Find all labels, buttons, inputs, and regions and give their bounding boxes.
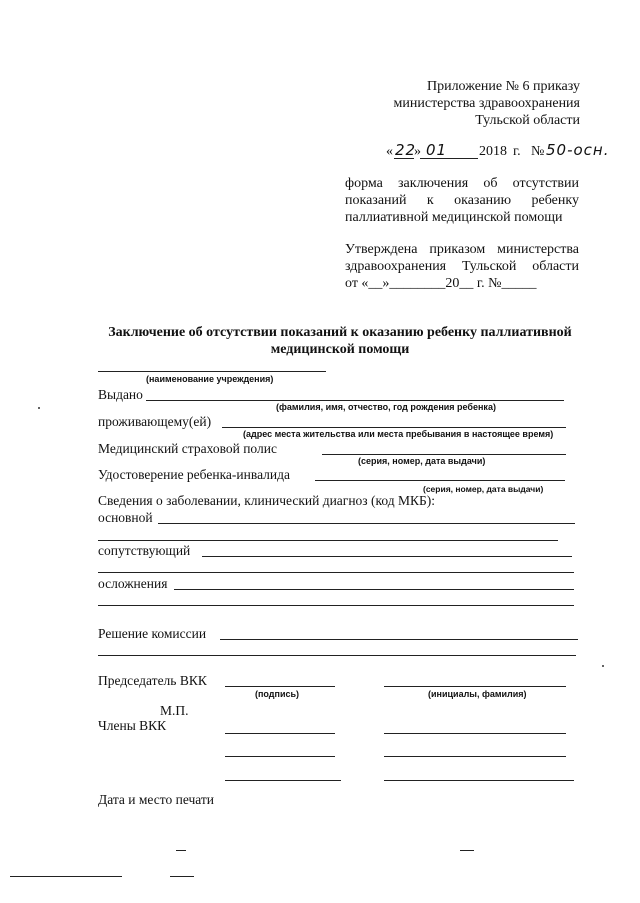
title-line-1: Заключение об отсутствии показаний к оказанию ребенку паллиативной	[108, 325, 572, 340]
approval-block	[345, 241, 579, 292]
concomitant-line-2[interactable]	[98, 572, 574, 573]
chair-name-line[interactable]	[384, 686, 566, 687]
concomitant-label: сопутствующий	[98, 543, 191, 558]
date-open-quote: «	[386, 144, 393, 159]
complications-line[interactable]	[174, 589, 574, 590]
complications-label: осложнения	[98, 576, 168, 591]
footer-rule-left	[10, 876, 122, 877]
day-underline	[394, 158, 414, 159]
document-title	[80, 324, 600, 358]
date-place-label: Дата и место печати	[98, 792, 215, 807]
appendix-header	[394, 78, 580, 129]
member2-name-line[interactable]	[384, 756, 566, 757]
scan-speck	[38, 407, 40, 409]
scan-mark	[176, 850, 186, 851]
disease-label: Сведения о заболевании, клинический диагноз (код МКБ):	[98, 493, 435, 508]
appendix-line-1: Приложение № 6 приказу	[426, 79, 580, 94]
form-note-line-1: форма заключения об отсутствии	[345, 176, 579, 191]
month-underline	[420, 158, 478, 159]
date-year-suffix: г.	[513, 144, 521, 159]
disability-label: Удостоверение ребенка-инвалида	[98, 467, 290, 482]
name-hint: (инициалы, фамилия)	[428, 689, 527, 699]
form-note-line-2: показаний к оказанию ребенку	[345, 193, 579, 208]
members-label: Члены ВКК	[98, 718, 167, 733]
approval-line-2: здравоохранения Тульской области	[345, 259, 579, 274]
scan-mark	[460, 850, 474, 851]
disability-hint: (серия, номер, дата выдачи)	[423, 484, 544, 494]
complications-line-2[interactable]	[98, 605, 574, 606]
issued-hint: (фамилия, имя, отчество, год рождения ребенка)	[276, 402, 496, 412]
commission-line-2[interactable]	[98, 655, 576, 656]
issued-line[interactable]	[146, 400, 564, 401]
number-sign: №	[531, 144, 545, 159]
member1-signature-line[interactable]	[225, 733, 335, 734]
policy-hint: (серия, номер, дата выдачи)	[358, 456, 486, 466]
residing-line[interactable]	[222, 427, 566, 428]
main-diagnosis-line[interactable]	[158, 523, 575, 524]
date-year: 2018	[479, 144, 507, 159]
title-line-2: медицинской помощи	[270, 342, 410, 357]
appendix-line-2: министерства здравоохранения	[393, 96, 580, 111]
member3-signature-line[interactable]	[225, 780, 341, 781]
scan-speck	[602, 665, 604, 667]
member1-name-line[interactable]	[384, 733, 566, 734]
commission-line[interactable]	[220, 639, 578, 640]
form-note	[345, 175, 579, 226]
member2-signature-line[interactable]	[225, 756, 335, 757]
policy-label: Медицинский страховой полис	[98, 441, 277, 456]
policy-line[interactable]	[322, 454, 566, 455]
residing-hint: (адрес места жительства или места пребывания в настоящее время)	[243, 429, 554, 439]
date-month: 01	[426, 141, 448, 159]
approval-line-1: Утверждена приказом министерства	[345, 242, 579, 257]
concomitant-line[interactable]	[202, 556, 572, 557]
disability-line[interactable]	[315, 480, 565, 481]
appendix-line-3: Тульской области	[475, 113, 580, 128]
date-day: 22	[395, 141, 417, 159]
institution-hint: (наименование учреждения)	[146, 374, 274, 384]
stamp-label: М.П.	[160, 703, 189, 718]
member3-name-line[interactable]	[384, 780, 574, 781]
commission-label: Решение комиссии	[98, 626, 207, 641]
form-note-line-3: паллиативной медицинской помощи	[345, 210, 563, 225]
approval-line-3: от «__»________20__ г. №_____	[345, 276, 537, 291]
chair-signature-line[interactable]	[225, 686, 335, 687]
signature-hint: (подпись)	[255, 689, 300, 699]
institution-line[interactable]	[98, 371, 326, 372]
issued-label: Выдано	[98, 387, 143, 402]
residing-label: проживающему(ей)	[98, 414, 212, 429]
main-diagnosis-label: основной	[98, 510, 153, 525]
order-number: 50-осн.	[546, 141, 610, 159]
main-diagnosis-line-2[interactable]	[98, 540, 558, 541]
chair-label: Председатель ВКК	[98, 673, 207, 688]
date-close-quote: »	[414, 144, 421, 159]
footer-rule-right	[170, 876, 194, 877]
